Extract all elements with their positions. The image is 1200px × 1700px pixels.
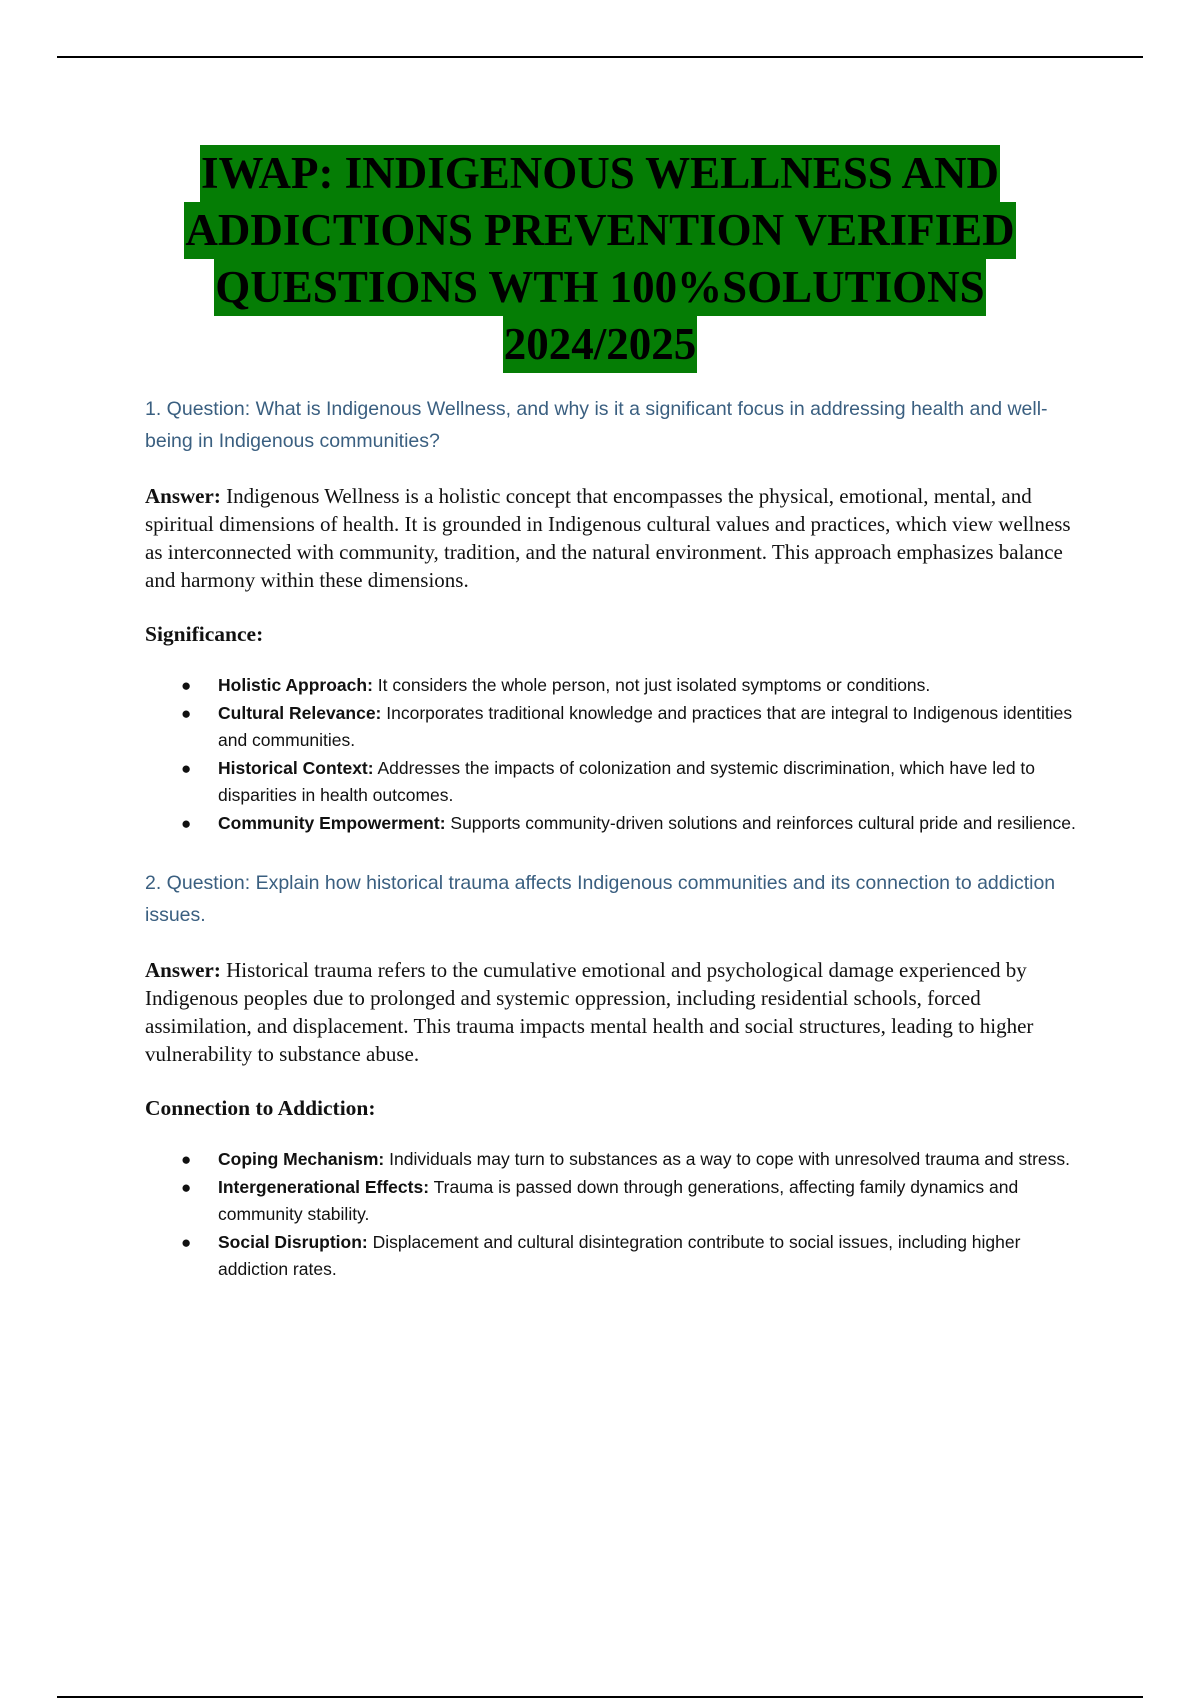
significance-list: [145, 672, 1090, 837]
answer-1: [145, 482, 1090, 594]
answer-label: Answer:: [145, 958, 221, 982]
list-item: [181, 672, 1090, 700]
answer-2: [145, 956, 1090, 1068]
point-text: Incorporates traditional knowledge and practices that are integral to Indigenous identities and communities.: [218, 702, 1073, 750]
question-1-section: [145, 393, 1090, 837]
point-term: Intergenerational Effects:: [218, 1176, 430, 1197]
point-term: Social Disruption:: [218, 1231, 368, 1252]
point-term: Holistic Approach:: [218, 675, 373, 695]
list-item: [181, 700, 1090, 755]
document-title: [100, 145, 1100, 373]
title-line: ADDICTIONS PREVENTION VERIFIED: [184, 202, 1015, 259]
point-text: Displacement and cultural disintegration contribute to social issues, including higher addiction rates.: [218, 1231, 1021, 1279]
list-item: [181, 1146, 1090, 1174]
answer-2-text: Historical trauma refers to the cumulative emotional and psychological damage experienced by Indigenous peoples due to prolonged and systemic oppression, including residential schools, forced assimilation, and displacement. This trauma impacts mental health and social structures, leading to higher vulnerability to substance abuse.: [145, 958, 1034, 1066]
connection-list: [145, 1146, 1090, 1284]
point-text: Trauma is passed down through generations, affecting family dynamics and community stability.: [218, 1176, 1019, 1224]
point-text: It considers the whole person, not just isolated symptoms or conditions.: [372, 675, 931, 695]
list-item: [181, 810, 1090, 838]
title-line: 2024/2025: [503, 316, 698, 373]
bullet-icon: ●: [181, 1150, 192, 1169]
list-item: [181, 1174, 1090, 1229]
list-item: [181, 755, 1090, 810]
bullet-icon: ●: [181, 758, 192, 778]
point-term: Community Empowerment:: [218, 812, 446, 833]
bullet-icon: ●: [181, 1177, 192, 1197]
top-rule: [57, 56, 1143, 58]
document-body: [145, 393, 1090, 1314]
point-term: Cultural Relevance:: [218, 702, 382, 723]
point-text: Supports community-driven solutions and reinforces cultural pride and resilience.: [445, 812, 1076, 833]
significance-heading: Significance:: [145, 622, 264, 646]
point-text: Individuals may turn to substances as a way to cope with unresolved trauma and stress.: [384, 1149, 1071, 1169]
question-2-section: [145, 867, 1090, 1284]
bottom-rule: [57, 1696, 1143, 1698]
question-2-text: 2. Question: Explain how historical trauma affects Indigenous communities and its connection to addiction issues.: [145, 872, 1056, 926]
list-item: [181, 1229, 1090, 1284]
point-text: Addresses the impacts of colonization and systemic discrimination, which have led to disparities in health outcomes.: [218, 757, 1036, 805]
bullet-icon: ●: [181, 703, 192, 723]
point-term: Coping Mechanism:: [218, 1149, 385, 1169]
answer-1-text: Indigenous Wellness is a holistic concept that encompasses the physical, emotional, mental, and spiritual dimensions of health. It is grounded in Indigenous cultural values and practices, which view wellness as interconnected with community, tradition, and the natural environment. This approach emphasizes balance and harmony within these dimensions.: [145, 484, 1071, 592]
bullet-icon: ●: [181, 676, 192, 695]
answer-label: Answer:: [145, 484, 221, 508]
title-line: IWAP: INDIGENOUS WELLNESS AND: [200, 145, 1000, 202]
connection-heading: Connection to Addiction:: [145, 1096, 376, 1120]
bullet-icon: ●: [181, 813, 192, 833]
title-line: QUESTIONS WTH 100%SOLUTIONS: [214, 259, 985, 316]
bullet-icon: ●: [181, 1232, 192, 1252]
point-term: Historical Context:: [218, 757, 374, 778]
question-1-text: 1. Question: What is Indigenous Wellness, and why is it a significant focus in addressing health and well-being in Indigenous communities?: [145, 398, 1048, 452]
